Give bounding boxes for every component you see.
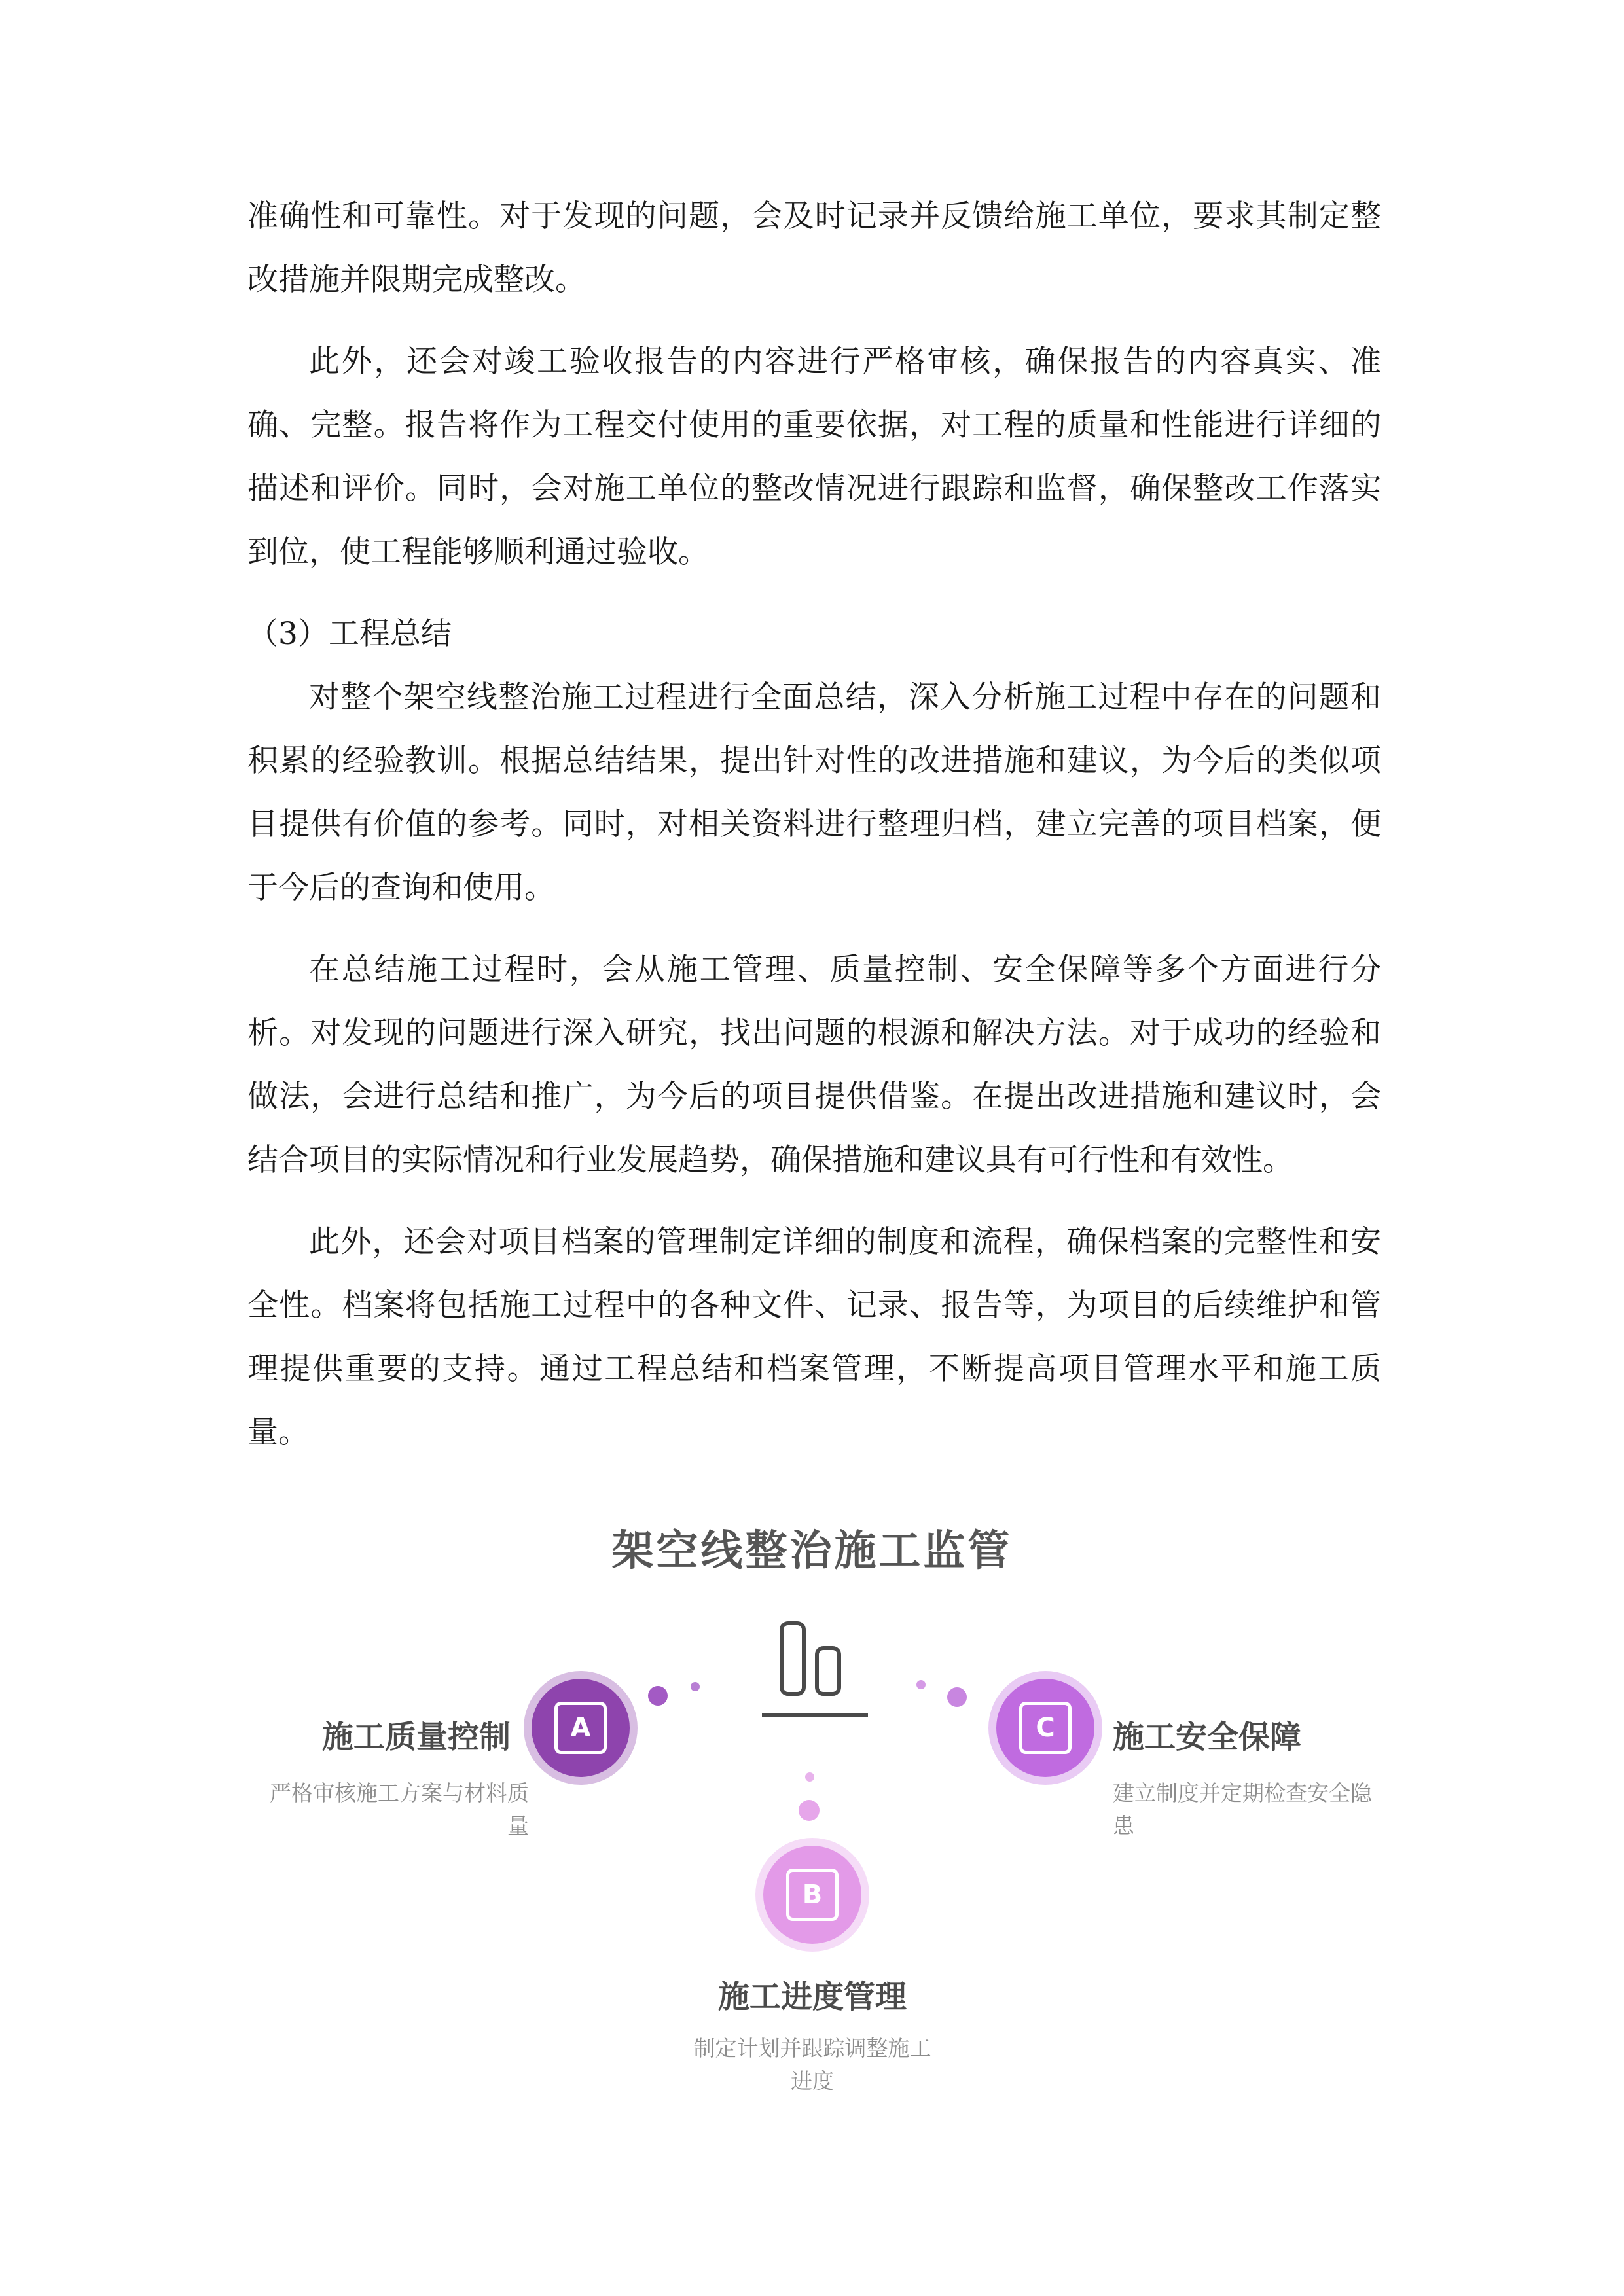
paragraph: 在总结施工过程时，会从施工管理、质量控制、安全保障等多个方面进行分析。对发现的问题进行深入研究，找出问题的根源和解决方法。对于成功的经验和做法，会进行总结和推广，为今后的项目提供借鉴。在提出改进措施和建议时，会结合项目的实际情况和行业发展趋势，确保措施和建议具有可行性和有效性。 <box>247 952 1381 1178</box>
connector-dot <box>916 1680 926 1689</box>
connector-dot <box>648 1686 668 1706</box>
node-c-blob <box>996 1679 1094 1777</box>
node-c-title: 施工安全保障 <box>1113 1719 1302 1755</box>
node-b-blob <box>763 1846 861 1944</box>
paragraph: 此外，还会对项目档案的管理制定详细的制度和流程，确保档案的完整性和安全性。档案将包括施工过程中的各种文件、记录、报告等，为项目的后续维护和管理提供重要的支持。通过工程总结和档案管理，不断提高项目管理水平和施工质量。 <box>247 1224 1381 1450</box>
node-a-desc: 严格审核施工方案与材料质量 <box>270 1780 529 1839</box>
section-heading: （3）工程总结 <box>247 616 452 652</box>
body-text <box>247 185 1381 1482</box>
connector-dot <box>799 1800 820 1821</box>
badge-b-icon: B <box>786 1869 839 1921</box>
node-b-desc: 制定计划并跟踪调整施工进度 <box>693 2036 931 2094</box>
paragraph: 准确性和可靠性。对于发现的问题，会及时记录并反馈给施工单位，要求其制定整改措施并限期完成整改。 <box>247 198 1381 298</box>
connector-dot <box>805 1772 814 1782</box>
node-a-blob <box>532 1679 630 1777</box>
connector-dot <box>691 1682 700 1691</box>
badge-a-icon: A <box>554 1702 607 1754</box>
paragraph: 对整个架空线整治施工过程进行全面总结，深入分析施工过程中存在的问题和积累的经验教训。根据总结结果，提出针对性的改进措施和建议，为今后的类似项目提供有价值的参考。同时，对相关资料进行整理归档，建立完善的项目档案，便于今后的查询和使用。 <box>247 679 1381 906</box>
paragraph: 此外，还会对竣工验收报告的内容进行严格审核，确保报告的内容真实、准确、完整。报告将作为工程交付使用的重要依据，对工程的质量和性能进行详细的描述和评价。同时，会对施工单位的整改情况进行跟踪和监督，确保整改工作落实到位，使工程能够顺利通过验收。 <box>247 344 1381 570</box>
diagram-title: 架空线整治施工监管 <box>611 1527 1013 1575</box>
bar-chart-icon <box>759 1617 871 1721</box>
node-c-desc: 建立制度并定期检查安全隐患 <box>1113 1780 1372 1839</box>
node-a-title: 施工质量控制 <box>322 1719 511 1755</box>
node-b-title: 施工进度管理 <box>717 1979 907 2015</box>
connector-dot <box>947 1687 967 1707</box>
badge-c-icon: C <box>1019 1702 1072 1754</box>
